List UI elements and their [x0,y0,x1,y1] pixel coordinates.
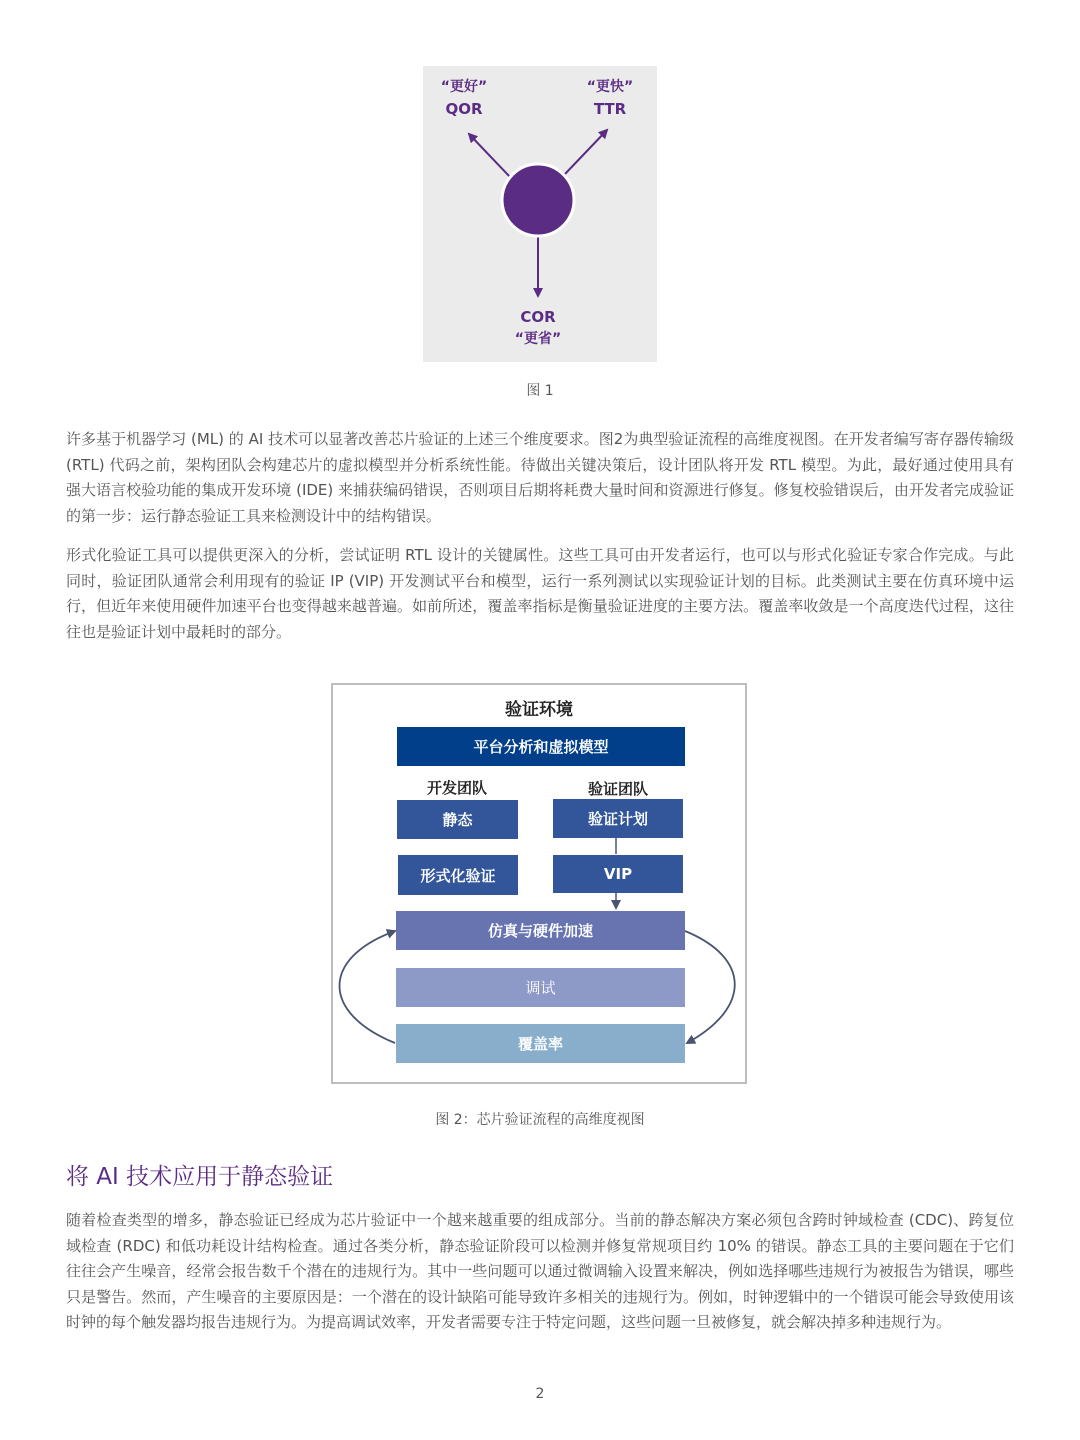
formal-verification-box: 形式化验证 [398,855,518,895]
platform-box: 平台分析和虚拟模型 [397,727,685,766]
figure-1 [423,66,657,362]
debug-box: 调试 [396,968,685,1007]
qor-label [419,76,509,120]
body-paragraph-1: 许多基于机器学习 (ML) 的 AI 技术可以显著改善芯片验证的上述三个维度要求。图2为典型验证流程的高维度视图。在开发者编写寄存器传输级 (RTL) 代码之前，架构团队会构建芯片的虚拟模型并分析系统性能。待做出关键决策后，设计团队将开发 RTL 模型。为此，最好通过使用具有强大语言校验功能的集成开发环境 (IDE) 来捕获编码错误，否则项目后期将耗费大量时间和资源进行修复。修复校验错误后，由开发者完成验证的第一步：运行静态验证工具来检测设计中的结构错误。 [66,430,1014,525]
qor-quote: “更好” [440,79,488,95]
arrow-to-qor [469,134,511,178]
dev-team-label: 开发团队 [426,779,487,797]
arrow-to-ttr [565,130,607,174]
ttr-label [565,76,655,120]
page-number: 2 [535,1386,545,1402]
loop-arrow-right [685,931,735,1043]
ttr-metric: TTR [593,100,627,118]
section-heading: 将 AI 技术应用于静态验证 [66,1164,334,1190]
cor-metric: COR [520,308,556,326]
verification-plan-box: 验证计划 [553,799,683,838]
loop-arrow-left [340,931,396,1043]
qor-metric: QOR [445,100,483,118]
body-paragraph-2: 形式化验证工具可以提供更深入的分析，尝试证明 RTL 设计的关键属性。这些工具可由开发者运行，也可以与形式化验证专家合作完成。与此同时，验证团队通常会利用现有的验证 IP (VIP) 开发测试平台和模型，运行一系列测试以实现验证计划的目标。此类测试主要在仿真环境中运行，但近年来使用硬件加速平台也变得越来越普遍。如前所述，覆盖率指标是衡量验证进度的主要方法。覆盖率收敛是一个高度迭代过程，这往往也是验证计划中最耗时的部分。 [66,546,1014,641]
section-paragraph: 随着检查类型的增多，静态验证已经成为芯片验证中一个越来越重要的组成部分。当前的静态解决方案必须包含跨时钟域检查 (CDC)、跨复位域检查 (RDC) 和低功耗设计结构检查。通过各类分析，静态验证阶段可以检测并修复常规项目约 10% 的错误。静态工具的主要问题在于它们往往会产生噪音，经常会报告数千个潜在的违规行为。其中一些问题可以通过微调输入设置来解决，例如选择哪些违规行为被报告为错误，哪些只是警告。然而，产生噪音的主要原因是：一个潜在的设计缺陷可能导致许多相关的违规行为。例如，时钟逻辑中的一个错误可能会导致使用该时钟的每个触发器均报告违规行为。为提高调试效率，开发者需要专注于特定问题，这些问题一旦被修复，就会解决掉多种违规行为。 [66,1211,1014,1331]
cor-label [493,306,583,350]
verif-team-label: 验证团队 [587,780,648,798]
cor-quote: “更省” [514,331,562,347]
ttr-quote: “更快” [586,79,634,95]
simulation-acceleration-box: 仿真与硬件加速 [396,911,685,950]
figure-2-caption: 图 2：芯片验证流程的高维度视图 [435,1112,645,1128]
vip-box: VIP [553,855,683,893]
coverage-box: 覆盖率 [396,1024,685,1063]
figure-2 [331,683,747,1084]
figure-2-title: 验证环境 [505,700,573,720]
figure-1-caption: 图 1 [526,383,554,399]
static-box: 静态 [397,800,518,839]
center-circle [502,164,574,236]
